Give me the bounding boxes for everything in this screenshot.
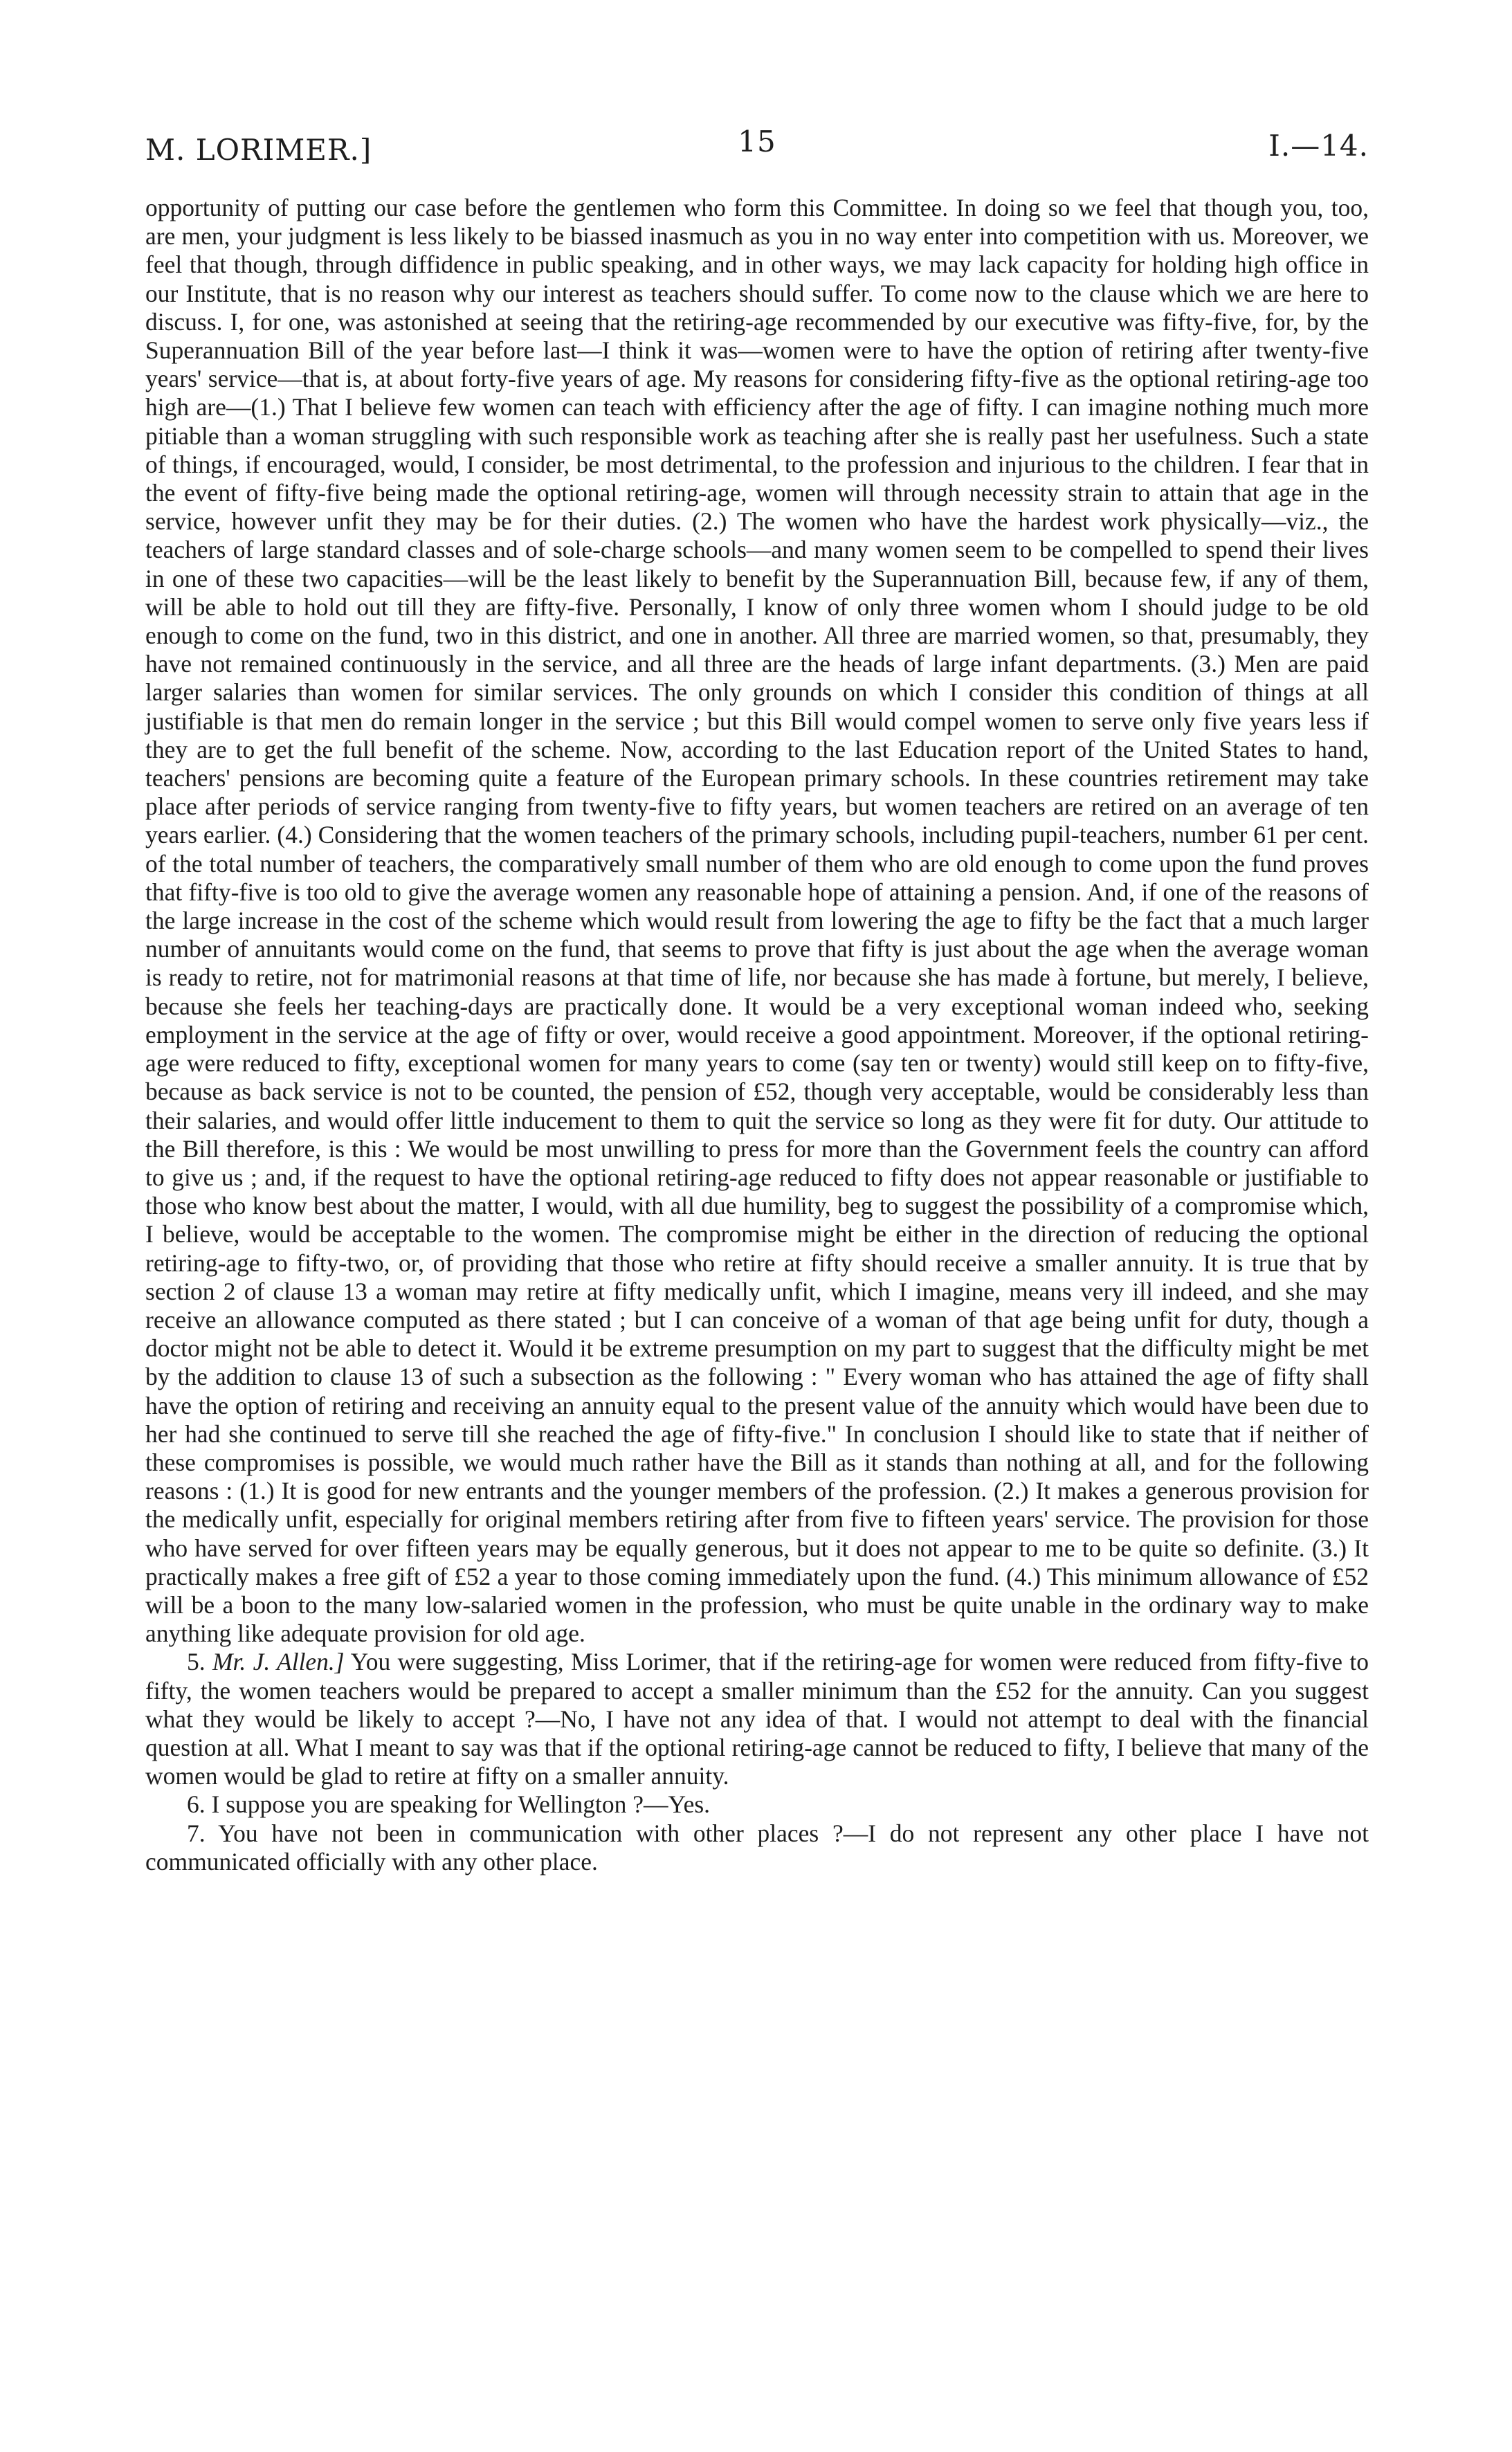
header-witness: M. LORIMER.] — [145, 133, 372, 167]
question-text: You were suggesting, Miss Lorimer, that if the retiring-age for women were reduced from fifty-five to fifty, the women teachers would be prepared to accept a smaller minimum than the £52 for the annuity. Can you suggest what they would be likely to accept ?—No, I have not any idea of that. I would not attempt to deal with the financial question at all. What I meant to say was that if the optional retiring-age cannot be reduced to fifty, I believe that many of the women would be glad to retire at fifty on a smaller annuity. — [145, 1648, 1369, 1790]
question-text: I suppose you are speaking for Wellington ?—Yes. — [211, 1790, 711, 1819]
question-number: 5. — [187, 1648, 206, 1676]
question-number: 6. — [187, 1790, 206, 1819]
document-page — [145, 118, 1369, 1876]
question-number: 7. — [187, 1819, 206, 1847]
question-6 — [145, 1790, 1369, 1819]
page-number: 15 — [738, 125, 776, 158]
question-5 — [145, 1648, 1369, 1790]
paragraph-statement: opportunity of putting our case before the gentlemen who form this Committee. In doing so we feel that though you, too, are men, your judgment is less likely to be biassed inasmuch as you in no way enter into competition with us. Moreover, we feel that though, through diffidence in public speaking, and in other ways, we may lack capacity for holding high office in our Institute, that is no reason why our interest as teachers should suffer. To come now to the clause which we are here to discuss. I, for one, was astonished at seeing that the retiring-age recommended by our executive was fifty-five, for, by the Superannuation Bill of the year before last—I think it was—women were to have the option of retiring after twenty-five years' service—that is, at about forty-five years of age. My reasons for considering fifty-five as the optional retiring-age too high are—(1.) That I believe few women can teach with efficiency after the age of fifty. I can imagine nothing much more pitiable than a woman struggling with such responsible work as teaching after she is really past her usefulness. Such a state of things, if encouraged, would, I consider, be most detrimental, to the profession and injurious to the children. I fear that in the event of fifty-five being made the optional retiring-age, women will through necessity strain to attain that age in the service, however unfit they may be for their duties. (2.) The women who have the hardest work physically—viz., the teachers of large standard classes and of sole-charge schools—and many women seem to be compelled to spend their lives in one of these two capacities—will be the least likely to benefit by the Superannuation Bill, because few, if any of them, will be able to hold out till they are fifty-five. Personally, I know of only three women whom I should judge to be old enough to come on the fund, two in this district, and one in another. All three are married women, so that, presumably, they have not remained continuously in the service, and all three are the heads of large infant departments. (3.) Men are paid larger salaries than women for similar services. The only grounds on which I consider this condition of things at all justifiable is that men do remain longer in the service ; but this Bill would compel women to serve only five years less if they are to get the full benefit of the scheme. Now, according to the last Education report of the United States to hand, teachers' pensions are becoming quite a feature of the European primary schools. In these countries retirement may take place after periods of service ranging from twenty-five to fifty years, but women teachers are retired on an average of ten years earlier. (4.) Considering that the women teachers of the primary schools, including pupil-teachers, number 61 per cent. of the total number of teachers, the comparatively small number of them who are old enough to come upon the fund proves that fifty-five is too old to give the average women any reasonable hope of attaining a pension. And, if one of the reasons of the large increase in the cost of the scheme which would result from lowering the age to fifty be the fact that a much larger number of annuitants would come on the fund, that seems to prove that fifty is just about the age when the average woman is ready to retire, not for matrimonial reasons at that time of life, nor because she has made à fortune, but merely, I believe, because she feels her teaching-days are practically done. It would be a very exceptional woman indeed who, seeking employment in the service at the age of fifty or over, would receive a good appointment. Moreover, if the optional retiring-age were reduced to fifty, exceptional women for many years to come (say ten or twenty) would still keep on to fifty-five, because as back service is not to be counted, the pension of £52, though very acceptable, would be considerably less than their salaries, and would offer little inducement to them to quit the service so long as they were fit for duty. Our attitude to the Bill therefore, is this : We would be most unwilling to press for more than the Government feels the country can afford to give us ; and, if the request to have the optional retiring-age reduced to fifty does not appear reasonable or justifiable to those who know best about the matter, I would, with all due humility, beg to suggest the possibility of a compromise which, I believe, would be acceptable to the women. The compromise might be either in the direction of reducing the optional retiring-age to fifty-two, or, of providing that those who retire at fifty should receive a smaller annuity. It is true that by section 2 of clause 13 a woman may retire at fifty medically unfit, which I imagine, means very ill indeed, and she may receive an allowance computed as there stated ; but I can conceive of a woman of that age being unfit for duty, though a doctor might not be able to detect it. Would it be extreme presumption on my part to suggest that the difficulty might be met by the addition to clause 13 of such a subsection as the following : " Every woman who has attained the age of fifty shall have the option of retiring and receiving an annuity equal to the present value of the annuity which would have been due to her had she continued to serve till she reached the age of fifty-five." In conclusion I should like to state that if neither of these compromises is possible, we would much rather have the Bill as it stands than nothing at all, and for the following reasons : (1.) It is good for new entrants and the younger members of the profession. (2.) It makes a generous provision for the medically unfit, especially for original members retiring after from five to fifteen years' service. The provision for those who have served for over fifteen years may be equally generous, but it does not appear to me to be quite so definite. (3.) It practically makes a free gift of £52 a year to those coming immediately upon the fund. (4.) This minimum allowance of £52 will be a boon to the many low-salaried women in the profession, who must be quite unable in the ordinary way to make anything like adequate provision for old age. — [145, 194, 1369, 1648]
speaker-name: Mr. J. Allen.] — [212, 1648, 345, 1676]
page-header — [145, 118, 1369, 166]
question-text: You have not been in communication with other places ?—I do not represent any other place I have not communicated officially with any other place. — [145, 1819, 1369, 1876]
header-paper-ref: I.—14. — [1268, 129, 1369, 163]
question-7 — [145, 1819, 1369, 1876]
body-text — [145, 194, 1369, 1876]
